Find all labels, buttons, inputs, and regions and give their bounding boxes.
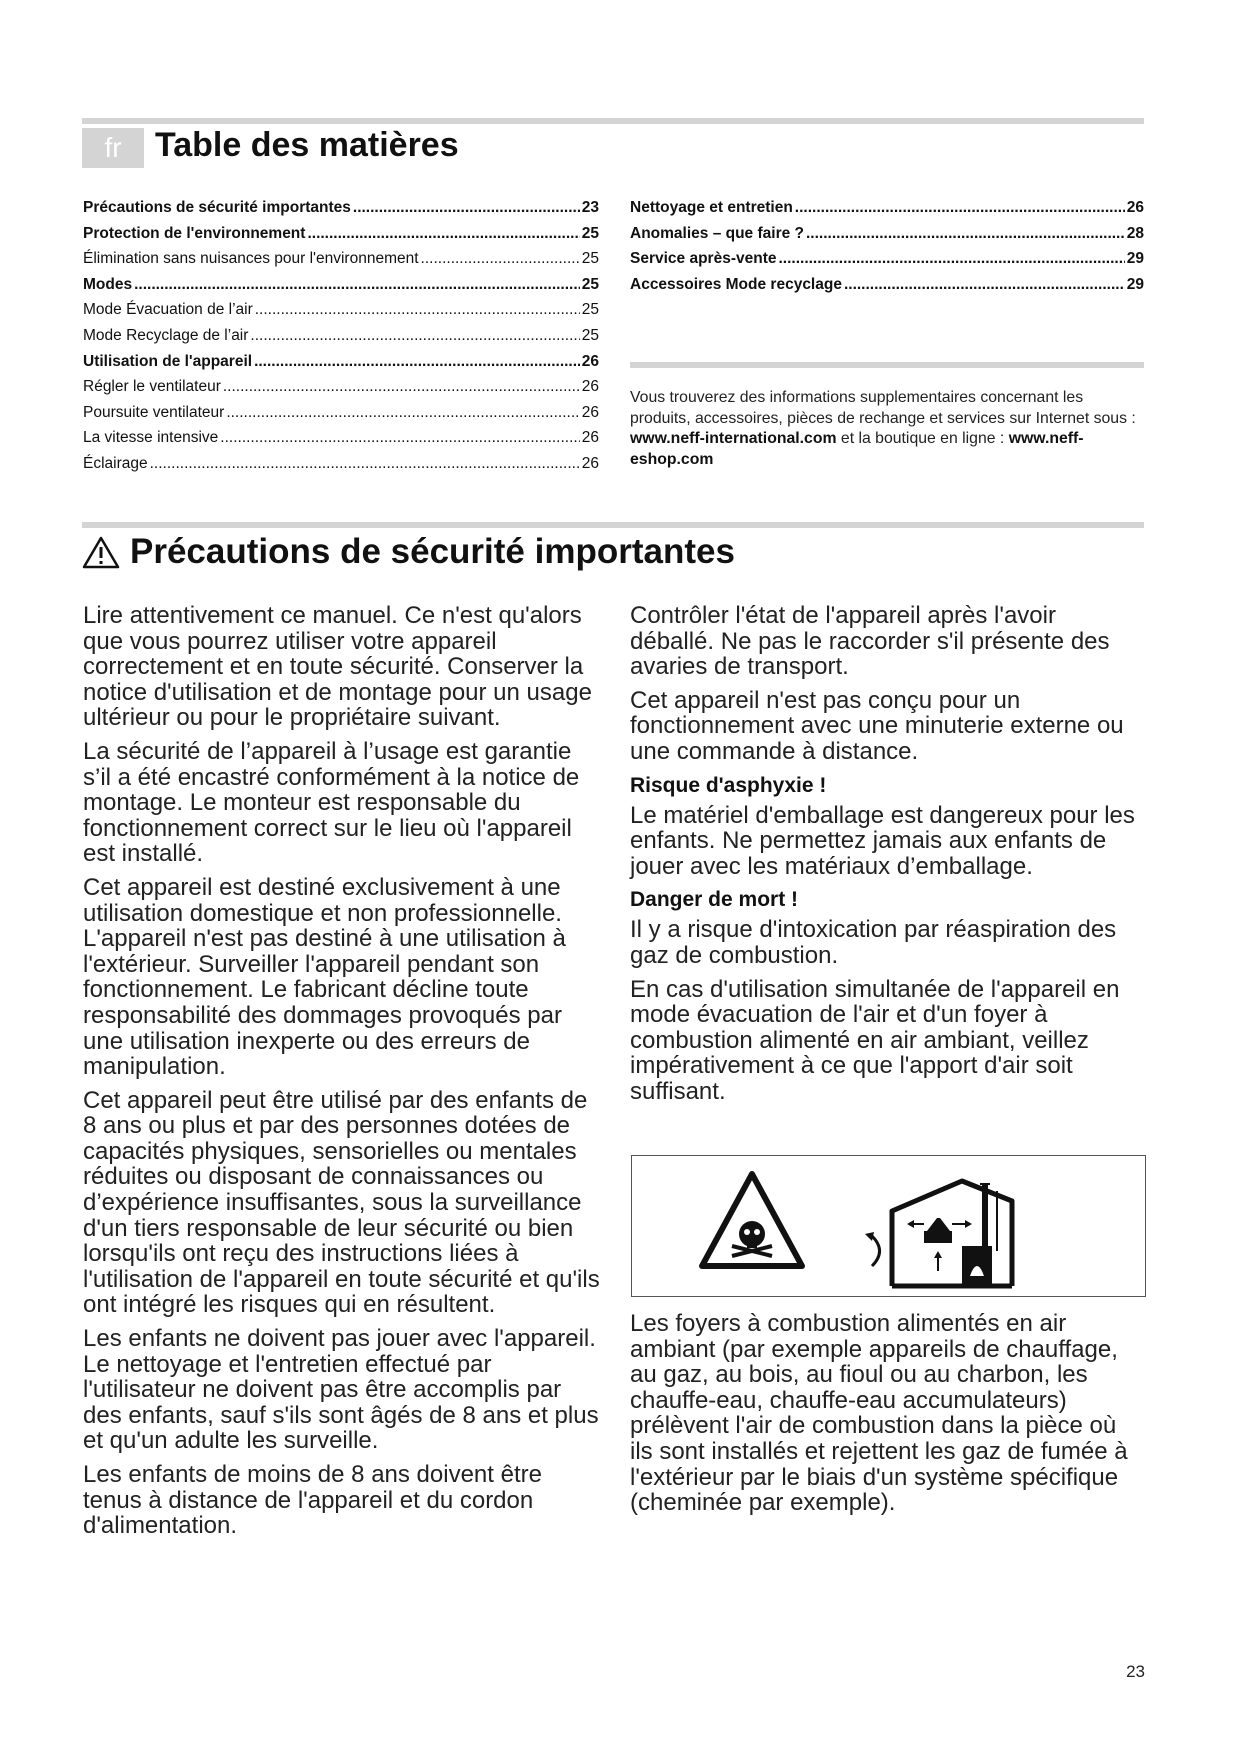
paragraph: Les enfants de moins de 8 ans doivent être tenus à distance de l'appareil et du cordon d'alimentation. <box>83 1461 542 1540</box>
toc-entry[interactable]: Mode Recyclage de l’air ..... 25 <box>83 323 599 349</box>
eshop-link[interactable]: www.neff-eshop.com <box>630 430 1084 468</box>
toc-entry[interactable]: Protection de l'environnement ..... 25 <box>83 221 599 247</box>
toc-top-rule <box>82 118 1144 124</box>
toc-entry[interactable]: Régler le ventilateur ..... 26 <box>83 374 599 400</box>
subheading-danger: Danger de mort ! <box>630 888 799 912</box>
safety-right-column-bottom <box>630 1311 1145 1524</box>
paragraph: Le matériel d'emballage est dangereux pour les enfants. Ne permettez jamais aux enfants de jouer avec les matériaux d’emballage. <box>630 801 1135 880</box>
paragraph: La sécurité de l’appareil à l’usage est garantie s’il a été encastré conformément à la notice de montage. Le monteur est responsable du fonctionnement correct sur le lieu où l'appareil est installé. <box>83 737 580 868</box>
toc-entry[interactable]: Éclairage ..... 26 <box>83 451 599 477</box>
toc-entry[interactable]: Nettoyage et entretien ..... 26 <box>630 195 1144 221</box>
combustion-hazard-illustration <box>632 1156 1145 1296</box>
paragraph: Cet appareil n'est pas conçu pour un fonctionnement avec une minuterie externe ou une commande à distance. <box>630 686 1124 765</box>
subheading-asphyxia: Risque d'asphyxie ! <box>630 773 827 797</box>
paragraph: Contrôler l'état de l'appareil après l'avoir déballé. Ne pas le raccorder s'il présente des avaries de transport. <box>630 602 1110 681</box>
paragraph: En cas d'utilisation simultanée de l'appareil en mode évacuation de l'air et d'un foyer à combustion alimenté en air ambiant, veillez impérativement à ce que l'apport d'air soit suffisant. <box>630 975 1120 1105</box>
toc-title: Table des matières <box>155 126 459 164</box>
website-link[interactable]: www.neff-international.com <box>630 430 837 447</box>
toc-entry[interactable]: Modes ..... 25 <box>83 272 599 298</box>
paragraph: Les enfants ne doivent pas jouer avec l'appareil. Le nettoyage et l'entretien effectué par l'utilisateur ne doivent pas être accomplis par des enfants, sauf s'ils sont âgés de 8 ans et plus et qu'un adulte les surveille. <box>83 1325 599 1455</box>
toc-right-column <box>630 195 1144 297</box>
toc-entry[interactable]: La vitesse intensive ..... 26 <box>83 425 599 451</box>
toc-entry[interactable]: Utilisation de l'appareil ..... 26 <box>83 349 599 375</box>
info-rule <box>630 362 1144 368</box>
safety-title: Précautions de sécurité importantes <box>82 532 735 572</box>
info-text: Vous trouverez des informations supplementaires concernant les produits, accessoires, pièces de rechange et services sur Internet sous : www.neff-international.com et la boutique en ligne : www.neff-eshop.com <box>630 389 1136 468</box>
language-badge: fr <box>82 128 144 168</box>
toc-entry[interactable]: Poursuite ventilateur ..... 26 <box>83 400 599 426</box>
toc-entry[interactable]: Précautions de sécurité importantes ..... 23 <box>83 195 599 221</box>
toc-entry[interactable]: Service après-vente ..... 29 <box>630 246 1144 272</box>
toc-left-column <box>83 195 599 477</box>
page-number: 23 <box>1126 1662 1145 1681</box>
paragraph: Cet appareil peut être utilisé par des enfants de 8 ans ou plus et par des personnes dotées de capacités physiques, sensorielles ou mentales réduites ou disposant de connaissances ou d’expérience insuffisantes, sous la surveillance d'un tiers responsable de leur sécurité ou bien lorsqu'ils ont reçu des instructions liées à l'utilisation de l'appareil en toute sécurité et qu'ils ont intégré les risques qui en résultent. <box>83 1086 600 1319</box>
paragraph: Les foyers à combustion alimentés en air ambiant (par exemple appareils de chauffage, au gaz, au bois, au fioul ou au charbon, les chauffe-eau, chauffe-eau accumulateurs) prélèvent l'air de combustion dans la pièce où ils sont installés et rejettent les gaz de fumée à l'extérieur par le biais d'un système spécifique (cheminée par exemple). <box>630 1310 1128 1517</box>
toc-entry[interactable]: Accessoires Mode recyclage ..... 29 <box>630 272 1144 298</box>
paragraph: Cet appareil est destiné exclusivement à une utilisation domestique et non professionnelle. L'appareil n'est pas destiné à une utilisation à l'extérieur. Surveiller l'appareil pendant son fonctionnement. Le fabricant décline toute responsabilité des dommages provoqués par une utilisation inexperte ou des erreurs de manipulation. <box>83 873 566 1081</box>
safety-top-rule <box>82 522 1144 528</box>
safety-right-column <box>630 603 1145 1113</box>
toc-entry[interactable]: Élimination sans nuisances pour l'environnement ..... 25 <box>83 246 599 272</box>
safety-left-column <box>83 603 603 1547</box>
warning-illustration <box>631 1155 1146 1297</box>
toc-entry[interactable]: Anomalies – que faire ? ..... 28 <box>630 221 1144 247</box>
paragraph: Il y a risque d'intoxication par réaspiration des gaz de combustion. <box>630 916 1117 969</box>
paragraph: Lire attentivement ce manuel. Ce n'est qu'alors que vous pourrez utiliser votre appareil correctement et en toute sécurité. Conserver la notice d'utilisation et de montage pour un usage ultérieur ou pour le propriétaire suivant. <box>83 602 592 732</box>
warning-icon <box>82 535 120 569</box>
toc-entry[interactable]: Mode Évacuation de l’air ..... 25 <box>83 297 599 323</box>
